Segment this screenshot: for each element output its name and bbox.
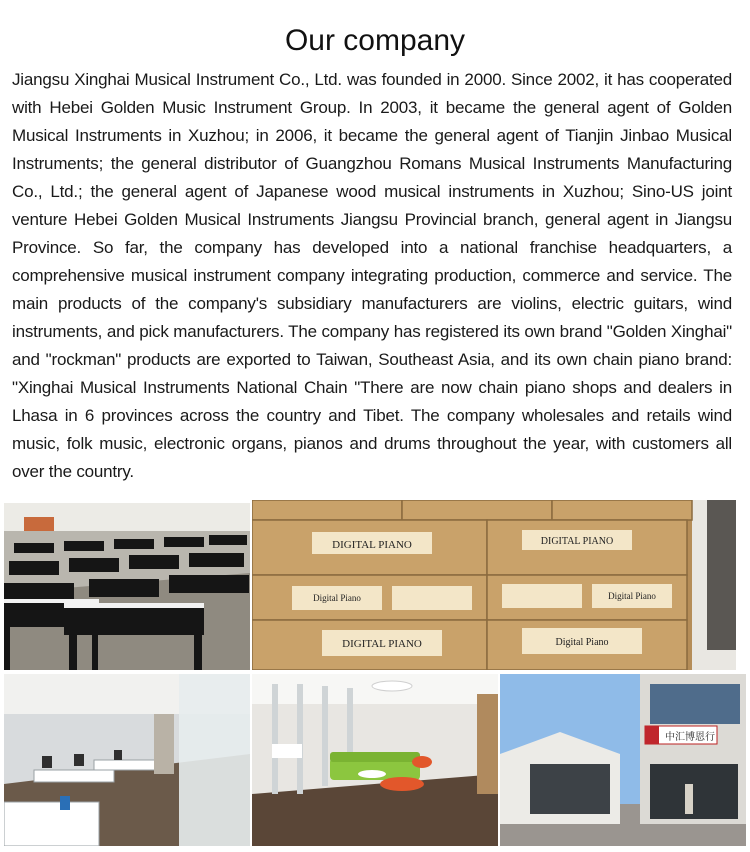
photo-office [4,674,250,846]
box-label-caps: DIGITAL PIANO [332,539,412,551]
photo-piano-boxes [252,500,736,670]
company-description: Jiangsu Xinghai Musical Instrument Co., Ltd. was founded in 2000. Since 2002, it has cooperated with Hebei Golden Music Instrument Group. In 2003, it became the general agent of Golden Musical Instruments in Xuzhou; in 2006, it became the general agent of Tianjin Jinbao Musical Instruments; the general distributor of Guangzhou Romans Musical Instruments Manufacturing Co., Ltd.; the general agent of Japanese wood musical instruments in Xuzhou; Sino-US joint venture Hebei Golden Musical Instruments Jiangsu Provincial branch, general agent in Jiangsu Province. So far, the company has developed into a national franchise headquarters, a comprehensive musical instrument company integrating production, commerce and service. The main products of the company's subsidiary manufacturers are violins, electric guitars, wind instruments, and pick manufacturers. The company has registered its own brand "Golden Xinghai" and "rockman" products are exported to Taiwan, Southeast Asia, and its own chain piano brand: "Xinghai Musical Instruments National Chain "There are now chain piano shops and dealers in Lhasa in 6 provinces across the country and Tibet. The company wholesales and retails wind music, folk music, electronic organs, pianos and drums throughout the year, with customers all over the country. [12,70,732,481]
page-title: Our company [284,24,466,57]
photo-lounge [252,674,498,846]
storefront-sign: 中汇博恩行 [665,732,715,743]
photo-piano-showroom [4,503,250,670]
box-label: Digital Piano [313,593,361,603]
box-label-3: Digital Piano [555,637,609,648]
box-label-caps-3: DIGITAL PIANO [342,638,422,650]
box-label-2: Digital Piano [608,591,656,601]
box-label-caps-2: DIGITAL PIANO [540,536,614,547]
photo-storefront [500,674,746,846]
